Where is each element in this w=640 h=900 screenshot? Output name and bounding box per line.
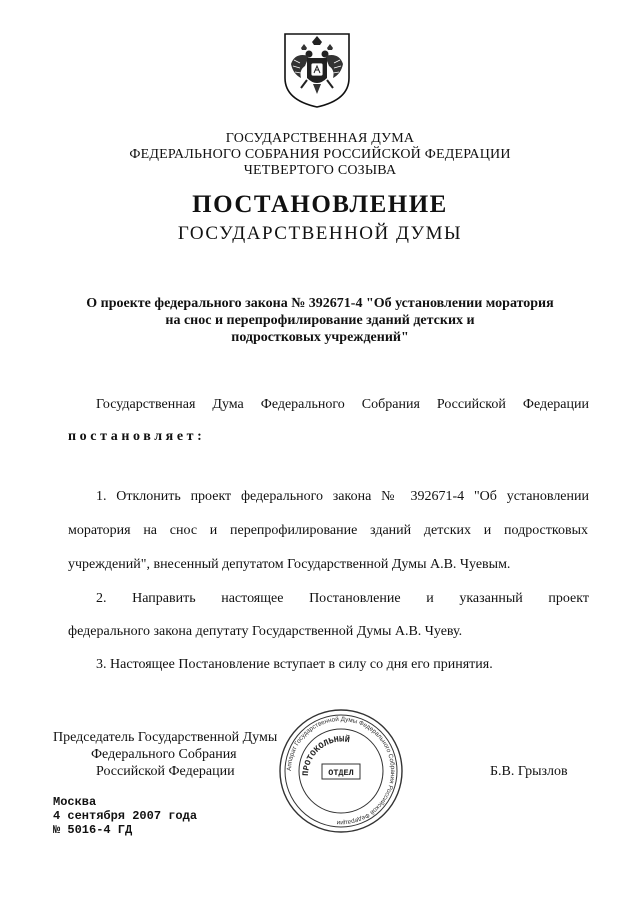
footer-number: № 5016-4 ГД [53,823,133,837]
subject-line-3: подростковых учреждений" [231,330,409,345]
stamp-ring-text: Аппарат Государственной Думы Федерального Собрания Российской Федерации [285,715,397,827]
signatory-name: Б.В. Грызлов [490,764,568,779]
footer-date: 4 сентября 2007 года [53,809,198,823]
official-stamp [276,706,406,836]
subject-line-1: О проекте федерального закона № 392671-4 "Об установлении моратория [86,296,554,311]
signature-title-line-2: Федерального Собрания [91,747,237,762]
header-line-1: ГОСУДАРСТВЕННАЯ ДУМА [225,131,415,146]
document-title: ПОСТАНОВЛЕНИЕ [192,191,448,218]
decrees-word: постановляет: [68,429,206,444]
stamp-mid-text: ПРОТОКОЛЬНЫЙ [300,734,351,777]
item-2-line-1: 2. Направить настоящее Постановление и указанный проект [96,591,589,606]
item-2-line-2: федерального закона депутату Государственной Думы А.В. Чуеву. [68,624,463,639]
coat-of-arms-icon [279,30,355,110]
subject-line-2: на снос и перепрофилирование зданий детских и [165,313,475,328]
signature-title-line-3: Российской Федерации [96,764,235,779]
item-1-line-2: моратория на снос и перепрофилирование зданий детских и подростковых [68,523,588,538]
item-3-line-1: 3. Настоящее Постановление вступает в силу со дня его принятия. [96,657,493,672]
footer-city: Москва [53,795,97,809]
item-1-line-3: учреждений", внесенный депутатом Государственной Думы А.В. Чуевым. [68,557,511,572]
header-line-3: ЧЕТВЕРТОГО СОЗЫВА [243,163,397,178]
document-subtitle: ГОСУДАРСТВЕННОЙ ДУМЫ [177,223,463,244]
item-1-line-1: 1. Отклонить проект федерального закона № 392671-4 "Об установлении [96,489,589,504]
stamp-center-text: ОТДЕЛ [328,768,354,778]
header-line-2: ФЕДЕРАЛЬНОГО СОБРАНИЯ РОССИЙСКОЙ ФЕДЕРАЦИИ [129,147,511,162]
preamble: Государственная Дума Федерального Собрания Российской Федерации [96,397,589,412]
signature-title-line-1: Председатель Государственной Думы [53,730,278,745]
